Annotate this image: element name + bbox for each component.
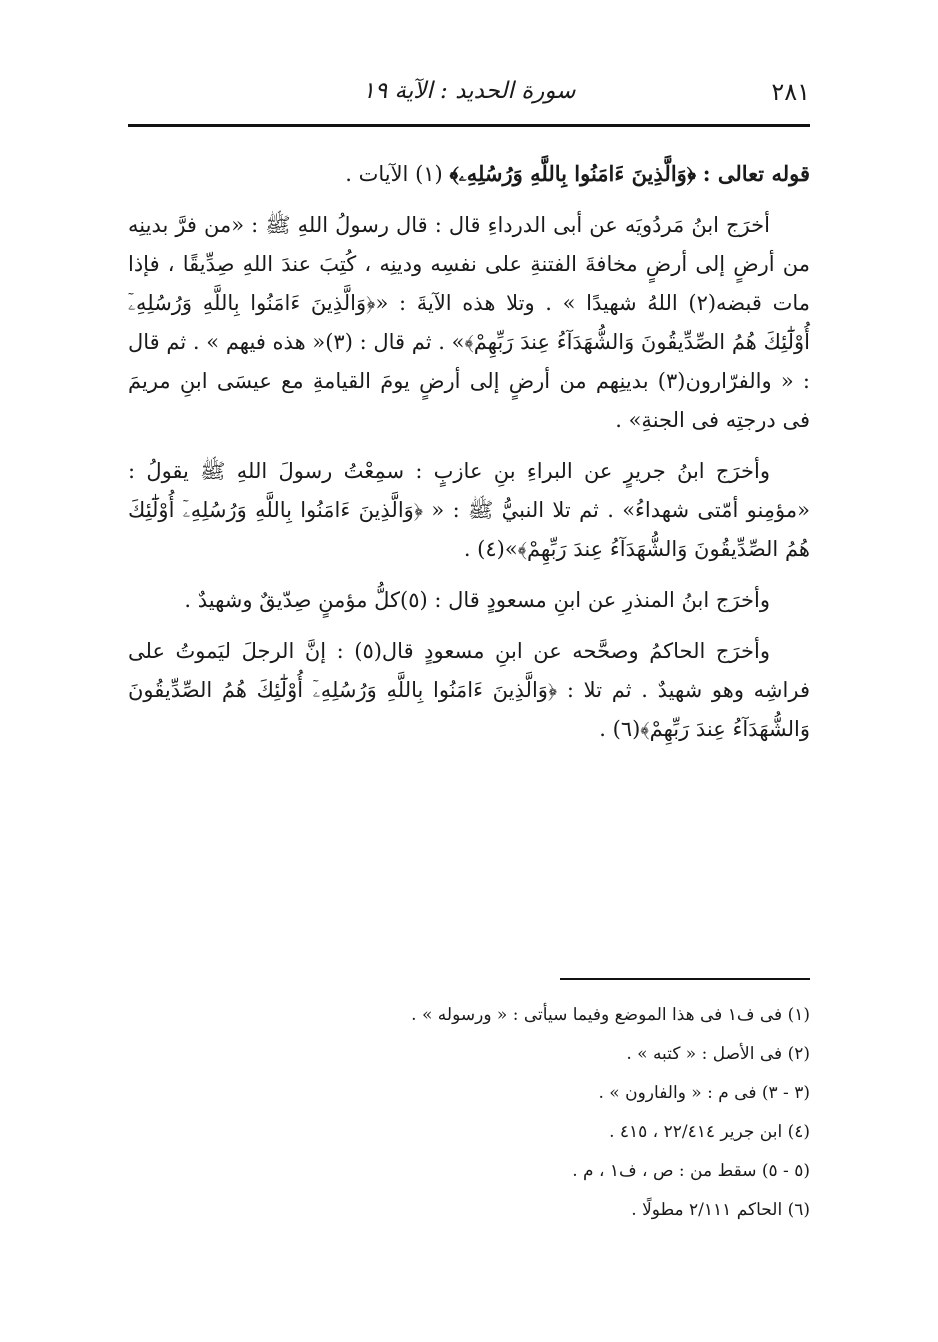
footnote-6: (٦) الحاكم ٢/١١١ مطولًا . [631, 1200, 810, 1220]
footnote-3: (٣ - ٣) فى م : « والفارون » . [598, 1083, 810, 1103]
paragraph-verse-heading [128, 154, 810, 194]
footnote-2: (٢) فى الأصل : « كتبه » . [626, 1044, 810, 1064]
main-text [128, 154, 810, 761]
header-rule [128, 124, 810, 127]
footnotes [128, 996, 810, 1230]
verse-heading-label: قوله تعالى : [702, 161, 810, 186]
quran-verse: ﴿وَالَّذِينَ ءَامَنُوا بِاللَّهِ وَرُسُلِهِۦ﴾ [449, 161, 697, 186]
footnote-1: (١) فى ف١ فى هذا الموضع وفيما سيأتى : « ورسوله » . [411, 1005, 810, 1025]
footnote-5: (٥ - ٥) سقط من : ص ، ف١ ، م . [572, 1161, 810, 1181]
paragraph-hadith-3: وأخرَج ابنُ المنذرِ عن ابنِ مسعودٍ قال : (٥)كلُّ مؤمنٍ صِدّيقٌ وشهيدٌ . [184, 588, 770, 612]
paragraph-hadith-4: وأخرَج الحاكمُ وصحَّحه عن ابنِ مسعودٍ قال(٥) : إنَّ الرجلَ ليَموتُ على فراشِه وهو شهيدٌ . ثم تلا : ﴿وَالَّذِينَ ءَامَنُوا بِاللَّهِ وَرُسُلِهِۦٓ أُوْلَٰٓئِكَ هُمُ الصِّدِّيقُونَ وَالشُّهَدَآءُ عِندَ رَبِّهِمْ﴾(٦) . [128, 639, 810, 741]
running-title: سورة الحديد : الآية ١٩ [362, 78, 576, 104]
page-number: ٢٨١ [771, 78, 810, 106]
footnote-rule [560, 978, 810, 980]
verse-heading-tail: (١) الآيات . [345, 162, 443, 186]
paragraph-hadith-2: وأخرَج ابنُ جريرٍ عن البراءِ بنِ عازبٍ : سمِعْتُ رسولَ اللهِ ﷺ يقولُ : «مؤمِنو أمّتى شهداءُ» . ثم تلا النبيُّ ﷺ : « ﴿وَالَّذِينَ ءَامَنُوا بِاللَّهِ وَرُسُلِهِۦٓ أُوْلَٰٓئِكَ هُمُ الصِّدِّيقُونَ وَالشُّهَدَآءُ عِندَ رَبِّهِمْ﴾»(٤) . [128, 459, 810, 561]
running-header [128, 78, 810, 118]
paragraph-hadith-1: أخرَج ابنُ مَردُويَه عن أبى الدرداءِ قال : قال رسولُ اللهِ ﷺ : «من فرَّ بدينِه من أرضٍ إلى أرضٍ مخافةَ الفتنةِ على نفسِه ودينِه ، كُتِبَ عندَ اللهِ صِدِّيقًا ، فإذا مات قبضه(٢) اللهُ شهيدًا » . وتلا هذه الآيةَ : «﴿وَالَّذِينَ ءَامَنُوا بِاللَّهِ وَرُسُلِهِۦٓ أُوْلَٰٓئِكَ هُمُ الصِّدِّيقُونَ وَالشُّهَدَآءُ عِندَ رَبِّهِمْ﴾» . ثم قال : (٣)« هذه فيهم » . ثم قال : « والفرّارون(٣) بدينِهم من أرضٍ إلى أرضٍ يومَ القيامةِ مع عيسَى ابنِ مريمَ فى درجتِه فى الجنةِ» . [128, 213, 811, 432]
footnote-4: (٤) ابن جرير ٢٢/٤١٤ ، ٤١٥ . [609, 1122, 810, 1142]
